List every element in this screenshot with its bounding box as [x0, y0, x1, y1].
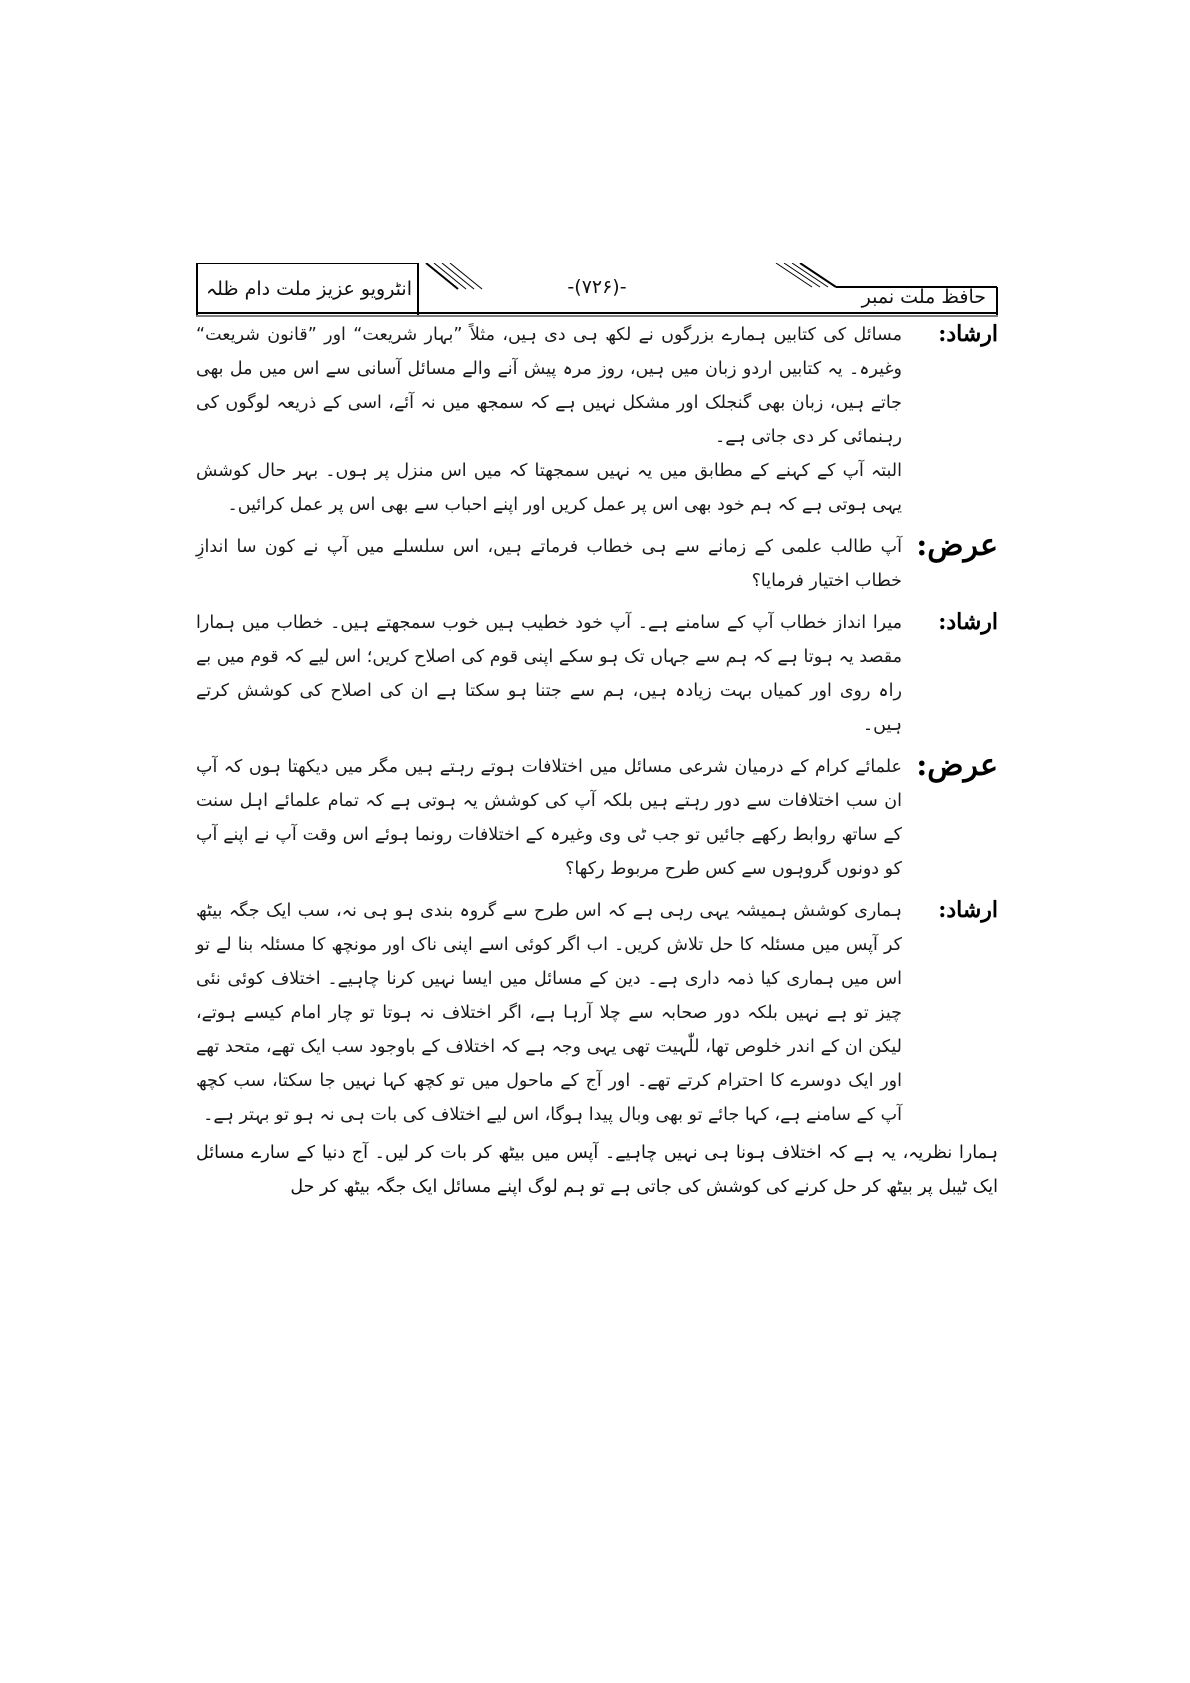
book-title: حافظ ملت نمبر [861, 286, 986, 308]
speaker-label: ارشاد: [938, 609, 998, 635]
dialogue-entry [196, 894, 998, 1132]
dialogue-entry [196, 606, 998, 742]
dialogue-entry [196, 318, 998, 522]
dialogue-entry [196, 530, 998, 598]
closing-paragraph: ہمارا نظریہ، یہ ہے کہ اختلاف ہونا ہی نہیں چاہیے۔ آپس میں بیٹھ کر بات کر لیں۔ آج دنیا کے سارے مسائل ایک ٹیبل پر بیٹھ کر حل کرنے کی کوشش کی جاتی ہے تو ہم لوگ اپنے مسائل ایک جگہ بیٹھ کر حل [196, 1143, 998, 1197]
page-body [196, 318, 998, 1204]
page-number: -(۷۲۶)- [567, 276, 627, 298]
speaker-label: عرض: [916, 748, 998, 783]
speaker-label: ارشاد: [938, 321, 998, 347]
paragraph: مسائل کی کتابیں ہمارے بزرگوں نے لکھ ہی دی ہیں، مثلاً ”بہار شریعت“ اور ”قانون شریعت“ وغیرہ۔ یہ کتابیں اردو زبان میں ہیں، روز مرہ پیش آنے والے مسائل آسانی سے اس میں مل بھی جاتے ہیں، زبان بھی گنجلک اور مشکل نہیں ہے کہ سمجھ میں نہ آئے، اسی کے ذریعہ لوگوں کی رہنمائی کر دی جاتی ہے۔ [196, 325, 902, 447]
paragraph: آپ طالب علمی کے زمانے سے ہی خطاب فرماتے ہیں، اس سلسلے میں آپ نے کون سا اندازِ خطاب اختیار فرمایا؟ [196, 537, 902, 591]
speaker-label: عرض: [916, 528, 998, 563]
running-header [196, 263, 998, 317]
speaker-label: ارشاد: [938, 897, 998, 923]
section-title: انٹرویو عزیز ملت دام ظلہ [206, 278, 412, 300]
paragraph: علمائے کرام کے درمیان شرعی مسائل میں اختلافات ہوتے رہتے ہیں مگر میں دیکھتا ہوں کہ آپ ان سب اختلافات سے دور رہتے ہیں بلکہ آپ کی کوشش یہ ہوتی ہے کہ تمام علمائے اہل سنت کے ساتھ روابط رکھے جائیں تو جب ٹی وی وغیرہ کے اختلافات رونما ہوئے اس وقت آپ نے اپنے آپ کو دونوں گروہوں سے کس طرح مربوط رکھا؟ [196, 757, 902, 879]
paragraph: ہماری کوشش ہمیشہ یہی رہی ہے کہ اس طرح سے گروہ بندی ہو ہی نہ، سب ایک جگہ بیٹھ کر آپس میں مسئلہ کا حل تلاش کریں۔ اب اگر کوئی اسے اپنی ناک اور مونچھ کا مسئلہ بنا لے تو اس میں ہماری کیا ذمہ داری ہے۔ دین کے مسائل میں ایسا نہیں کرنا چاہیے۔ اختلاف کوئی نئی چیز تو ہے نہیں بلکہ دور صحابہ سے چلا آرہا ہے، اگر اختلاف نہ ہوتا تو چار امام کیسے ہوتے، لیکن ان کے اندر خلوص تھا، للّٰہیت تھی یہی وجہ ہے کہ اختلاف کے باوجود سب ایک تھے، متحد تھے اور ایک دوسرے کا احترام کرتے تھے۔ اور آج کے ماحول میں تو کچھ کہا نہیں جا سکتا، سب کچھ آپ کے سامنے ہے، کہا جائے تو بھی وبال پیدا ہوگا، اس لیے اختلاف کی بات ہی نہ ہو تو بہتر ہے۔ [196, 901, 902, 1125]
paragraph: میرا انداز خطاب آپ کے سامنے ہے۔ آپ خود خطیب ہیں خوب سمجھتے ہیں۔ خطاب میں ہمارا مقصد یہ ہوتا ہے کہ ہم سے جہاں تک ہو سکے اپنی قوم کی اصلاح کریں؛ اس لیے کہ قوم میں بے راہ روی اور کمیاں بہت زیادہ ہیں، ہم سے جتنا ہو سکتا ہے ان کی اصلاح کی کوشش کرتے ہیں۔ [196, 613, 902, 735]
paragraph: البتہ آپ کے کہنے کے مطابق میں یہ نہیں سمجھتا کہ میں اس منزل پر ہوں۔ بہر حال کوشش یہی ہوتی ہے کہ ہم خود بھی اس پر عمل کریں اور اپنے احباب سے بھی اس پر عمل کرائیں۔ [196, 461, 902, 515]
dialogue-entry [196, 750, 998, 886]
